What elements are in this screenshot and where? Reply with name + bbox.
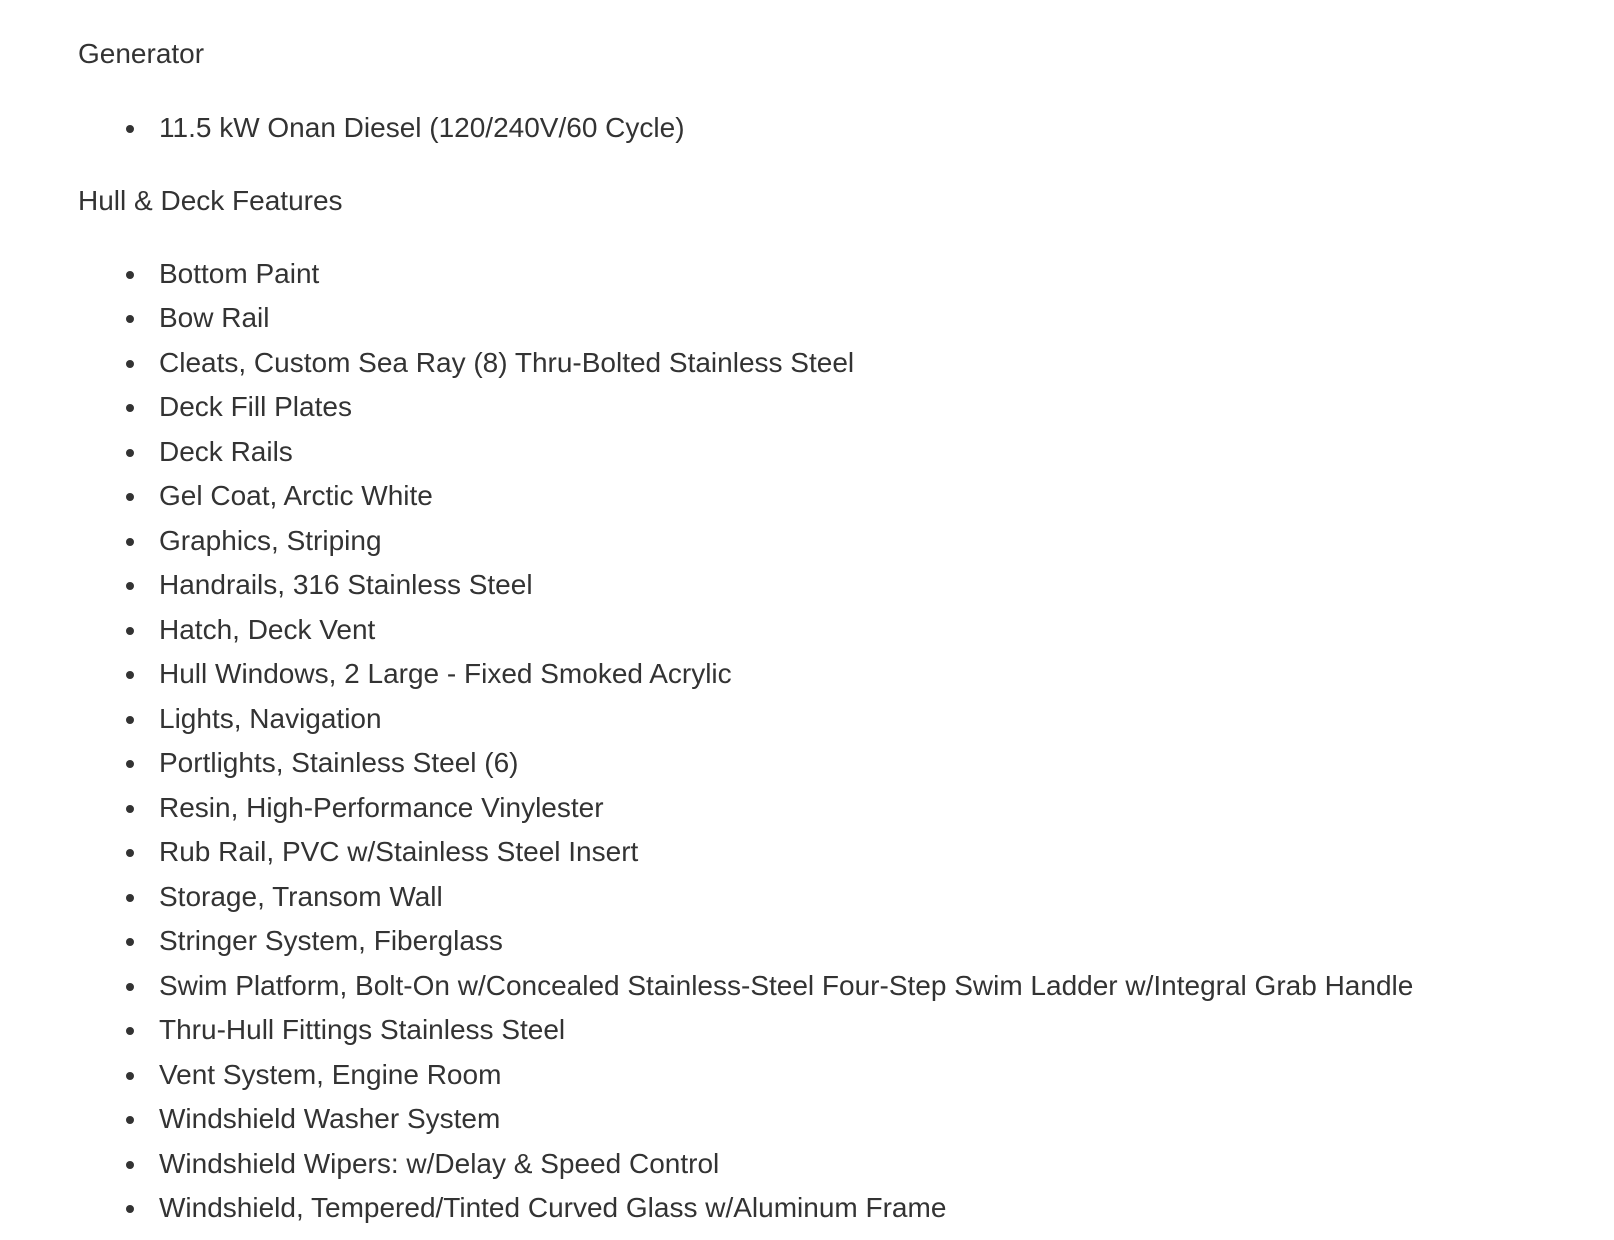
- bullet-icon: [126, 582, 134, 590]
- bullet-icon: [126, 125, 134, 133]
- list-item-label: 11.5 kW Onan Diesel (120/240V/60 Cycle): [159, 112, 685, 143]
- list-item: [159, 741, 1578, 786]
- list-item: [159, 252, 1578, 297]
- bullet-icon: [126, 315, 134, 323]
- list-item-label: Thru-Hull Fittings Stainless Steel: [159, 1014, 566, 1045]
- bullet-icon: [126, 894, 134, 902]
- list-item-label: Deck Rails: [159, 435, 293, 467]
- list-item: [159, 563, 1578, 608]
- bullet-icon: [126, 849, 134, 857]
- bullet-icon: [126, 760, 134, 768]
- list-item-label: Windshield Wipers: w/Delay & Speed Control: [159, 1147, 720, 1179]
- list-item-label: Handrails, 316 Stainless Steel: [159, 569, 533, 600]
- list-item: [159, 1008, 1578, 1053]
- list-item-label: Portlights, Stainless Steel (6): [159, 747, 519, 778]
- list-item-label: Resin, High-Performance Vinylester: [159, 791, 604, 823]
- list-item: [159, 1053, 1578, 1098]
- list-item: [159, 786, 1578, 831]
- list-item: [159, 919, 1578, 964]
- list-item: [159, 296, 1578, 341]
- list-item-label: Lights, Navigation: [159, 702, 382, 734]
- list-item: [159, 697, 1578, 742]
- list-item: [159, 106, 1578, 151]
- bullet-icon: [126, 538, 134, 546]
- bullet-icon: [126, 983, 134, 991]
- list-item-label: Graphics, Striping: [159, 524, 382, 556]
- list-item-label: Gel Coat, Arctic White: [159, 480, 433, 511]
- list-item-label: Bow Rail: [159, 302, 270, 333]
- list-item-label: Swim Platform, Bolt-On w/Concealed Stainless-Steel Four-Step Swim Ladder w/Integral Grab Handle: [159, 969, 1414, 1001]
- list-item-label: Windshield, Tempered/Tinted Curved Glass w/Aluminum Frame: [159, 1192, 947, 1223]
- list-item-label: Windshield Washer System: [159, 1103, 501, 1134]
- bullet-icon: [126, 1072, 134, 1080]
- bullet-icon: [126, 1116, 134, 1124]
- bullet-icon: [126, 271, 134, 279]
- bullet-icon: [126, 671, 134, 679]
- list-item: [159, 385, 1578, 430]
- list-item: [159, 430, 1578, 475]
- list-item-label: Bottom Paint: [159, 257, 320, 289]
- list-item: [159, 341, 1578, 386]
- bullet-icon: [126, 449, 134, 457]
- list-item: [159, 1142, 1578, 1187]
- bullet-icon: [126, 493, 134, 501]
- bullet-icon: [126, 805, 134, 813]
- list-item: [159, 608, 1578, 653]
- bullet-icon: [126, 627, 134, 635]
- section-heading-generator: Generator: [78, 38, 205, 69]
- list-item: [159, 1097, 1578, 1142]
- list-item: [159, 474, 1578, 519]
- list-item-label: Rub Rail, PVC w/Stainless Steel Insert: [159, 836, 639, 867]
- list-item: [159, 1186, 1578, 1231]
- generator-list: [78, 106, 1578, 151]
- list-item-label: Hull Windows, 2 Large - Fixed Smoked Acrylic: [159, 658, 732, 689]
- bullet-icon: [126, 1205, 134, 1213]
- bullet-icon: [126, 404, 134, 412]
- bullet-icon: [126, 360, 134, 368]
- list-item-label: Deck Fill Plates: [159, 391, 352, 422]
- list-item: [159, 830, 1578, 875]
- section-heading-hull-deck: Hull & Deck Features: [78, 184, 343, 216]
- list-item-label: Storage, Transom Wall: [159, 880, 443, 912]
- bullet-icon: [126, 938, 134, 946]
- list-item-label: Hatch, Deck Vent: [159, 613, 376, 645]
- bullet-icon: [126, 1161, 134, 1169]
- hull-deck-features-list: [78, 252, 1578, 1231]
- list-item-label: Cleats, Custom Sea Ray (8) Thru-Bolted Stainless Steel: [159, 346, 855, 378]
- list-item: [159, 964, 1578, 1009]
- list-item: [159, 652, 1578, 697]
- bullet-icon: [126, 716, 134, 724]
- spec-content: [78, 34, 1578, 1231]
- list-item-label: Stringer System, Fiberglass: [159, 925, 503, 956]
- bullet-icon: [126, 1027, 134, 1035]
- list-item: [159, 875, 1578, 920]
- list-item: [159, 519, 1578, 564]
- list-item-label: Vent System, Engine Room: [159, 1058, 502, 1090]
